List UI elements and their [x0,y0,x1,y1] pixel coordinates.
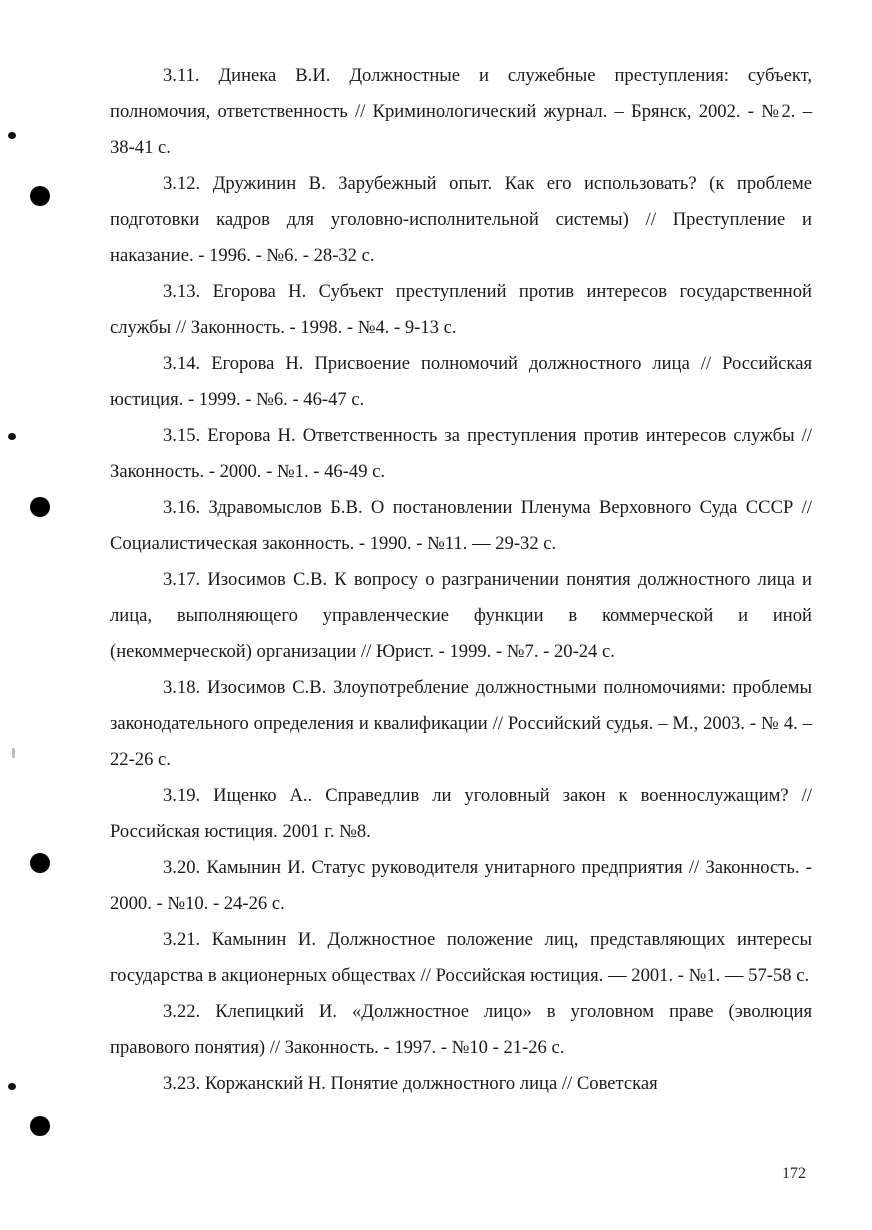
reference-item [110,1066,812,1102]
reference-number: 3.22. [163,1001,201,1022]
reference-item [110,994,812,1066]
scan-speck-icon [8,433,16,440]
reference-number: 3.20. [163,857,201,878]
reference-list [110,58,812,1102]
reference-text: Ищенко А.. Справедлив ли уголовный закон к военнослужащим? // Российская юстиция. 2001 г. №8. [110,785,812,842]
binder-hole-icon [30,497,50,517]
reference-number: 3.11. [163,65,200,86]
reference-number: 3.14. [163,353,201,374]
reference-item [110,274,812,346]
reference-item [110,166,812,274]
reference-item [110,778,812,850]
binder-hole-icon [30,186,50,206]
binder-hole-icon [30,853,50,873]
reference-number: 3.16. [163,497,201,518]
reference-text: Клепицкий И. «Должностное лицо» в уголовном праве (эволюция правового понятия) // Законность. - 1997. - №10 - 21-26 с. [110,1001,813,1058]
reference-number: 3.17. [163,569,201,590]
reference-number: 3.12. [163,173,201,194]
reference-text: Изосимов С.В. Злоупотребление должностными полномочиями: проблемы законодательного определения и квалификации // Российский судья. – М., 2003. - № 4. – 22-26 с. [110,677,812,770]
reference-number: 3.15. [163,425,201,446]
reference-text: Егорова Н. Присвоение полномочий должностного лица // Российская юстиция. - 1999. - №6. - 46-47 с. [110,353,812,410]
reference-text: Коржанский Н. Понятие должностного лица // Советская [204,1073,658,1094]
reference-text: Егорова Н. Субъект преступлений против интересов государственной службы // Законность. - 1998. - №4. - 9-13 с. [110,281,812,338]
page-number: 172 [782,1165,806,1182]
reference-item [110,850,812,922]
reference-number: 3.19. [163,785,201,806]
reference-number: 3.18. [163,677,201,698]
reference-text: Камынин И. Должностное положение лиц, представляющих интересы государства в акционерных обществах // Российская юстиция. — 2001. - №1. — 57-58 с. [110,929,812,986]
scan-speck-icon [8,132,16,139]
scan-speck-icon [8,1083,16,1090]
reference-text: Дружинин В. Зарубежный опыт. Как его использовать? (к проблеме подготовки кадров для уголовно-исполнительной системы) // Преступление и наказание. - 1996. - №6. - 28-32 с. [110,173,812,266]
reference-text: Камынин И. Статус руководителя унитарного предприятия // Законность. - 2000. - №10. - 24-26 с. [110,857,812,914]
reference-item [110,922,812,994]
binder-hole-icon [30,1116,50,1136]
reference-number: 3.21. [163,929,201,950]
reference-text: Здравомыслов Б.В. О постановлении Пленума Верховного Суда СССР // Социалистическая законность. - 1990. - №11. — 29-32 с. [110,497,812,554]
scan-speck-icon [12,748,15,758]
reference-item [110,58,812,166]
reference-text: Динека В.И. Должностные и служебные преступления: субъект, полномочия, ответственность // Криминологический журнал. – Брянск, 2002. - №2. – 38-41 с. [110,65,812,158]
reference-item [110,346,812,418]
reference-text: Изосимов С.В. К вопросу о разграничении понятия должностного лица и лица, выполняющего управленческие функции в коммерческой и иной (некоммерческой) организации // Юрист. - 1999. - №7. - 20-24 с. [110,569,812,662]
reference-item [110,670,812,778]
reference-number: 3.23. [163,1073,201,1094]
reference-text: Егорова Н. Ответственность за преступления против интересов службы // Законность. - 2000. - №1. - 46-49 с. [110,425,812,482]
reference-item [110,490,812,562]
reference-item [110,562,812,670]
reference-number: 3.13. [163,281,201,302]
reference-item [110,418,812,490]
